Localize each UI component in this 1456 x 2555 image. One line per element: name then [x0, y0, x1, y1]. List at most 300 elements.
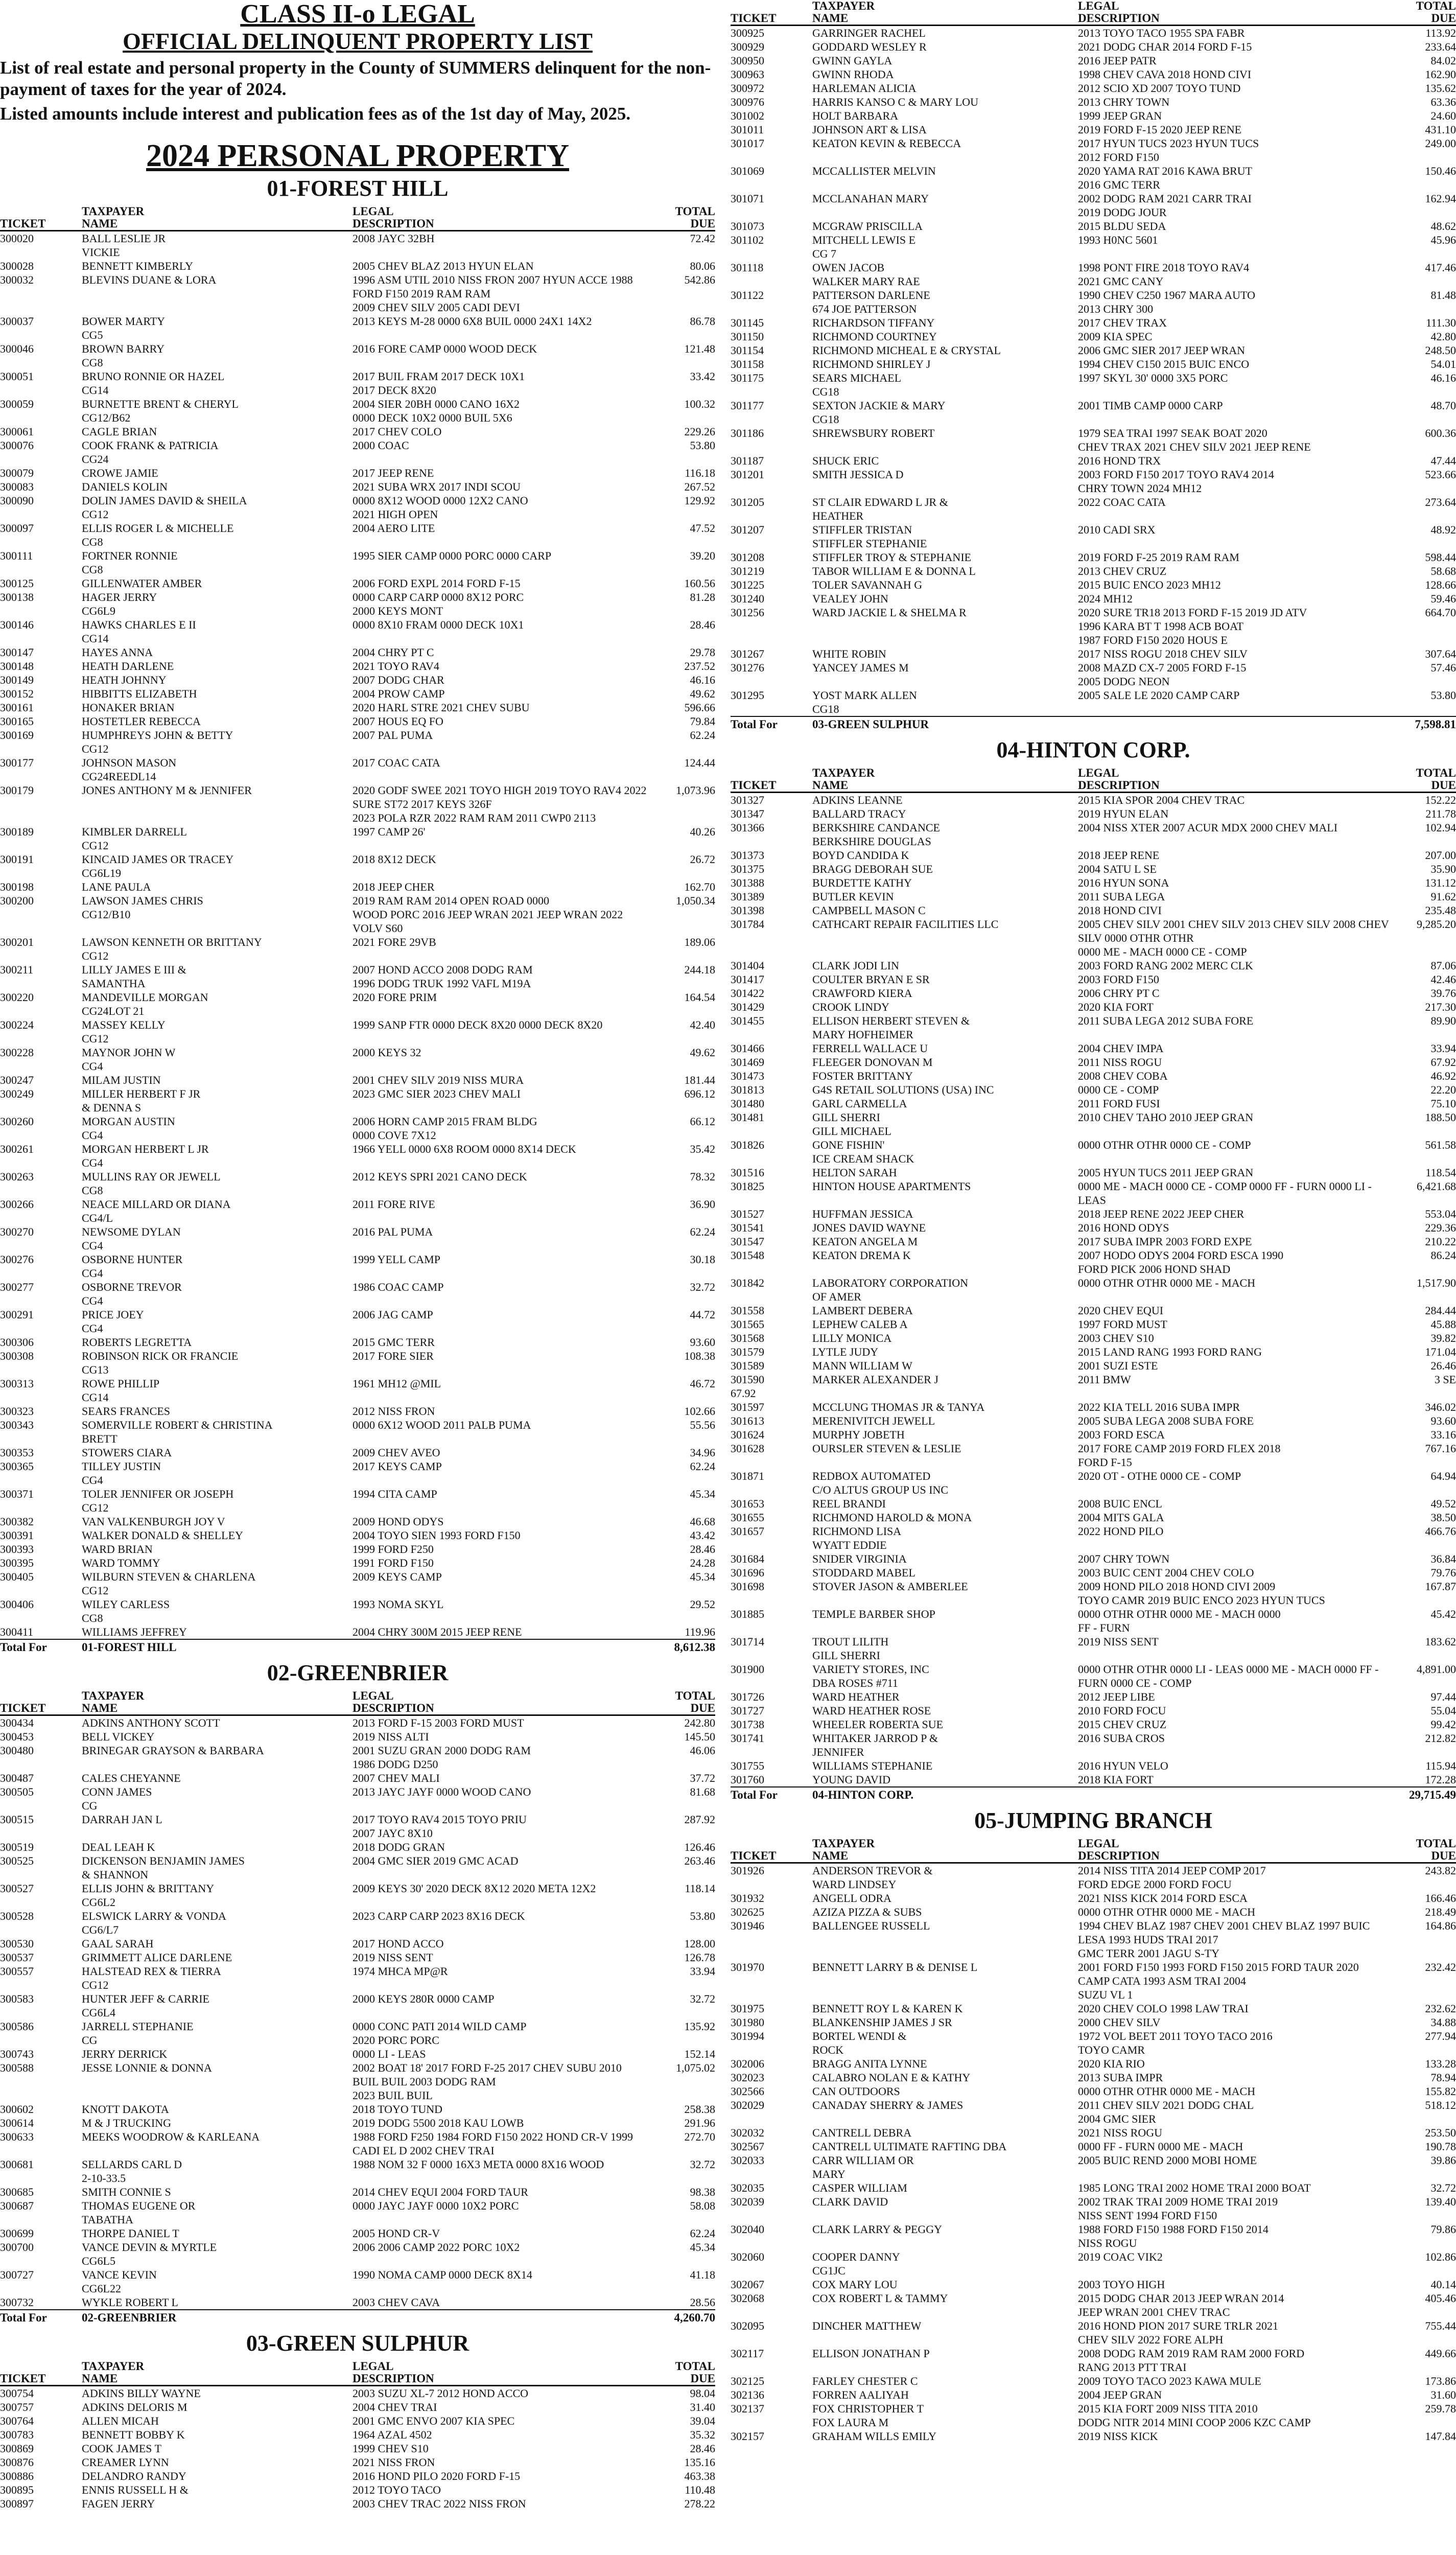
table-row	[0, 2185, 715, 2199]
taxpayer-name: ELLIS JOHN & BRITTANY CG6L2	[82, 1882, 215, 1909]
taxpayer-name: SNIDER VIRGINIA	[812, 1552, 907, 1565]
taxpayer-name: DINCHER MATTHEW	[812, 2319, 922, 2332]
total-due: 664.70	[1425, 606, 1456, 619]
total-amount: 7,598.81	[1415, 718, 1456, 731]
year-heading: 2024 PERSONAL PROPERTY	[146, 138, 569, 173]
ticket-number: 301738	[731, 1718, 764, 1731]
table-row	[0, 756, 715, 783]
taxpayer-name: CALES CHEYANNE	[82, 1772, 181, 1784]
legal-description: 1961 MH12 @MIL	[353, 1377, 441, 1390]
ticket-number: 301398	[731, 904, 764, 917]
total-for-label: Total For	[0, 2311, 47, 2324]
total-due: 89.90	[1430, 1014, 1456, 1027]
ticket-number: 301473	[731, 1070, 764, 1082]
ticket-number: 301069	[731, 165, 764, 177]
taxpayer-name: SMITH JESSICA D	[812, 468, 904, 481]
legal-description: 0000 6X12 WOOD 2011 PALB PUMA	[353, 1419, 531, 1431]
ticket-number: 301422	[731, 987, 764, 1000]
ticket-number: 300263	[0, 1170, 34, 1183]
legal-description: 2001 SUZI ESTE	[1078, 1359, 1158, 1372]
taxpayer-name: CROOK LINDY	[812, 1001, 889, 1013]
taxpayer-name: LYTLE JUDY	[812, 1345, 879, 1358]
legal-description: 2011 FORE RIVE	[353, 1198, 435, 1211]
ticket-number: 302125	[731, 2375, 764, 2387]
taxpayer-name: GILLENWATER AMBER	[82, 577, 202, 590]
total-header	[649, 205, 715, 230]
total-label-top: TOTAL	[675, 1689, 715, 1702]
taxpayer-name: GWINN RHODA	[812, 68, 894, 81]
legal-description: 2018 HOND CIVI	[1078, 904, 1162, 917]
total-due: 128.00	[684, 1937, 715, 1950]
legal-description: 2003 FORD F150	[1078, 973, 1159, 986]
ticket-number: 301727	[731, 1704, 764, 1717]
total-header	[1390, 767, 1456, 792]
ticket-number: 300972	[731, 82, 764, 95]
taxpayer-name: BLEVINS DUANE & LORA	[82, 273, 217, 286]
table-row	[731, 1179, 1456, 1207]
taxpayer-name: LAWSON JAMES CHRIS CG12/B10	[82, 894, 203, 921]
total-due: 135.16	[684, 2456, 715, 2469]
legal-description: 2016 HYUN SONA	[1078, 876, 1169, 889]
total-due: 145.50	[684, 1730, 715, 1743]
taxpayer-name: HIBBITTS ELIZABETH	[82, 687, 197, 700]
total-due: 110.48	[685, 2483, 715, 2496]
ticket-number: 301295	[731, 689, 764, 702]
header-blank	[0, 2360, 82, 2373]
total-due: 346.02	[1425, 1401, 1456, 1413]
ticket-number: 301548	[731, 1249, 764, 1262]
table-row	[0, 438, 715, 466]
total-due: 273.64	[1425, 496, 1456, 508]
legal-description: 1999 JEEP GRAN	[1078, 109, 1162, 122]
legal-description: 2000 KEYS 32	[353, 1046, 421, 1059]
total-due: 124.44	[684, 756, 715, 769]
legal-description: 2015 LAND RANG 1993 FORD RANG	[1078, 1345, 1262, 1358]
total-due: 29.52	[690, 1598, 715, 1611]
ticket-number: 300020	[0, 232, 34, 245]
taxpayer-name: SHREWSBURY ROBERT	[812, 427, 935, 439]
table-row	[731, 1442, 1456, 1469]
legal-description: 2012 NISS FRON	[353, 1405, 435, 1418]
taxpayer-name: JOHNSON MASON CG24REEDL14	[82, 756, 177, 783]
taxpayer-name: THOMAS EUGENE OR TABATHA	[82, 2199, 196, 2226]
total-due: 115.94	[1425, 1759, 1456, 1772]
legal-description: 2006 JAG CAMP	[353, 1308, 433, 1321]
legal-description: 2015 BUIC ENCO 2023 MH12	[1078, 578, 1221, 591]
total-due: 258.38	[684, 2103, 715, 2116]
ticket-number: 301011	[731, 123, 764, 136]
ticket-number: 302625	[731, 1906, 764, 1918]
ticket-number: 300046	[0, 342, 34, 355]
total-due: 67.92	[1430, 1056, 1456, 1069]
legal-description: 2020 YAMA RAT 2016 KAWA BRUT 2016 GMC TERR	[1078, 165, 1253, 191]
ticket-label: TICKET	[0, 2372, 46, 2385]
taxpayer-name: HINTON HOUSE APARTMENTS	[812, 1180, 971, 1193]
table-row	[0, 1882, 715, 1909]
total-due: 44.72	[690, 1308, 715, 1321]
table-row	[0, 494, 715, 521]
ticket-number: 300059	[0, 398, 34, 410]
legal-description: 2013 KEYS M-28 0000 6X8 BUIL 0000 24X1 14X2	[353, 315, 592, 328]
total-due: 42.46	[1430, 973, 1456, 986]
total-due: 181.44	[684, 1074, 715, 1086]
table-row	[0, 687, 715, 701]
total-due: 696.12	[684, 1087, 715, 1100]
taxpayer-name: SEARS FRANCES	[82, 1405, 171, 1418]
total-due: 47.44	[1430, 454, 1456, 467]
table-row	[0, 1771, 715, 1785]
legal-description: 2020 HARL STRE 2021 CHEV SUBU	[353, 701, 530, 714]
table-row	[731, 1055, 1456, 1069]
ticket-number: 301002	[731, 109, 764, 122]
table-row	[0, 2116, 715, 2130]
legal-description: 2017 CHEV TRAX	[1078, 316, 1167, 329]
ticket-number: 300189	[0, 825, 34, 838]
ticket-number: 300886	[0, 2470, 34, 2482]
total-due: 72.42	[690, 232, 715, 245]
total-due: 152.14	[684, 2048, 715, 2060]
total-due: 58.68	[1430, 565, 1456, 577]
taxpayer-name: THORPE DANIEL T	[82, 2227, 179, 2240]
taxpayer-name: SOMERVILLE ROBERT & CHRISTINA BRETT	[82, 1419, 273, 1445]
total-due: 466.76	[1425, 1525, 1456, 1538]
table-row	[0, 673, 715, 687]
total-label-top: TOTAL	[675, 2360, 715, 2373]
total-due: 35.32	[690, 2428, 715, 2441]
legal-description: 2011 CHEV SILV 2021 DODG CHAL 2004 GMC SIER	[1078, 2099, 1254, 2125]
total-due: 75.10	[1430, 1097, 1456, 1110]
taxpayer-name: REEL BRANDI	[812, 1497, 886, 1510]
ticket-number: 301417	[731, 973, 764, 986]
taxpayer-name: BENNETT LARRY B & DENISE L	[812, 1961, 978, 1973]
total-due: 152.22	[1425, 794, 1456, 806]
ticket-number: 301825	[731, 1180, 764, 1193]
legal-label-top: LEGAL	[1078, 0, 1119, 12]
table-row	[0, 1556, 715, 1570]
document-subtitle: OFFICIAL DELINQUENT PROPERTY LIST	[123, 28, 593, 54]
total-due: 80.06	[690, 260, 715, 272]
ticket-label: TICKET	[0, 1702, 46, 1714]
table-row	[0, 1785, 715, 1813]
ticket-number: 302032	[731, 2126, 764, 2139]
table-row	[731, 1919, 1456, 1960]
total-due: 66.12	[690, 1115, 715, 1128]
legal-description: 1988 FORD F150 1988 FORD F150 2014 NISS ROGU	[1078, 2223, 1269, 2249]
table-row	[731, 1400, 1456, 1414]
total-due: 46.72	[690, 1377, 715, 1390]
table-row	[731, 2126, 1456, 2140]
table-row	[731, 123, 1456, 136]
ticket-number: 300249	[0, 1087, 34, 1100]
taxpayer-name: VANCE DEVIN & MYRTLE CG6L5	[82, 2241, 217, 2267]
ticket-number: 301073	[731, 220, 764, 233]
taxpayer-name: GILL SHERRI GILL MICHAEL	[812, 1111, 891, 1137]
ticket-number: 300276	[0, 1253, 34, 1266]
table-row	[0, 1950, 715, 1964]
ticket-number: 301404	[731, 959, 764, 972]
ticket-number: 302040	[731, 2223, 764, 2236]
ticket-number: 301994	[731, 2030, 764, 2042]
total-due: 34.88	[1430, 2016, 1456, 2029]
ticket-number: 301628	[731, 1442, 764, 1455]
taxpayer-name: WARD HEATHER ROSE	[812, 1704, 931, 1717]
table-row	[731, 1635, 1456, 1662]
table-row	[731, 848, 1456, 862]
table-row	[731, 40, 1456, 54]
ticket-number: 300224	[0, 1018, 34, 1031]
taxpayer-name: MAYNOR JOHN W CG4	[82, 1046, 176, 1073]
table-row	[0, 1446, 715, 1459]
legal-description: 2015 BLDU SEDA	[1078, 220, 1166, 233]
ticket-number: 300897	[0, 2497, 34, 2510]
legal-description: 1999 CHEV S10	[353, 2442, 429, 2455]
table-row	[0, 521, 715, 549]
total-due: 34.96	[690, 1446, 715, 1459]
legal-description: 2001 GMC ENVO 2007 KIA SPEC	[353, 2414, 515, 2427]
table-row	[731, 661, 1456, 688]
total-due: 45.34	[690, 1488, 715, 1500]
taxpayer-label-bottom: NAME	[82, 1702, 118, 1714]
table-row	[731, 2388, 1456, 2402]
total-due: 518.12	[1425, 2099, 1456, 2111]
total-for-label: Total For	[731, 718, 778, 731]
legal-description: 2013 FORD F-15 2003 FORD MUST	[353, 1716, 524, 1729]
ticket-number: 301118	[731, 261, 764, 274]
total-due: 26.72	[690, 853, 715, 866]
table-row	[731, 1566, 1456, 1580]
ticket-number: 301205	[731, 496, 764, 508]
legal-description: 2010 FORD FOCU	[1078, 1704, 1166, 1717]
table-row	[0, 963, 715, 990]
taxpayer-name: CLARK JODI LIN	[812, 959, 899, 972]
column-header	[0, 2360, 715, 2386]
total-due: 102.94	[1425, 821, 1456, 834]
total-due: 36.84	[1430, 1552, 1456, 1565]
legal-description: 2021 NISS ROGU	[1078, 2126, 1163, 2139]
total-due: 162.94	[1425, 192, 1456, 205]
taxpayer-name: HAWKS CHARLES E II CG14	[82, 618, 196, 645]
total-due: 259.78	[1425, 2402, 1456, 2415]
ticket-number: 301932	[731, 1892, 764, 1904]
taxpayer-header	[82, 2360, 353, 2385]
legal-description: 2004 CHRY PT C	[353, 646, 434, 659]
ticket-number: 301177	[731, 399, 764, 412]
taxpayer-name: CATHCART REPAIR FACILITIES LLC	[812, 918, 999, 931]
legal-description: 2021 NISS FRON	[353, 2456, 435, 2469]
total-due: 167.87	[1425, 1580, 1456, 1593]
ticket-number: 301267	[731, 647, 764, 660]
table-row	[731, 1221, 1456, 1235]
table-row	[731, 219, 1456, 233]
table-row	[0, 1528, 715, 1542]
total-due: 45.88	[1430, 1318, 1456, 1331]
ticket-number: 300037	[0, 315, 34, 328]
ticket-number: 300757	[0, 2401, 34, 2413]
ticket-number: 302566	[731, 2085, 764, 2098]
taxpayer-name: DICKENSON BENJAMIN JAMES & SHANNON	[82, 1854, 245, 1881]
table-row	[0, 2295, 715, 2309]
table-row	[731, 1717, 1456, 1731]
table-row	[0, 1114, 715, 1142]
total-due: 28.46	[690, 618, 715, 631]
legal-description: 2018 KIA FORT	[1078, 1773, 1154, 1786]
ticket-number: 300602	[0, 2103, 34, 2116]
legal-description: 2011 NISS ROGU	[1078, 1056, 1162, 1069]
legal-description: 2021 TOYO RAV4	[353, 660, 439, 672]
ticket-number: 300090	[0, 494, 34, 507]
ticket-number: 302006	[731, 2057, 764, 2070]
total-due: 232.42	[1425, 1961, 1456, 1973]
total-due: 24.60	[1430, 109, 1456, 122]
total-due: 93.60	[690, 1336, 715, 1349]
legal-description: 2013 SUBA IMPR	[1078, 2071, 1163, 2084]
total-due: 45.42	[1430, 1608, 1456, 1620]
ticket-number: 301366	[731, 821, 764, 834]
taxpayer-name: LABORATORY CORPORATION OF AMER	[812, 1276, 968, 1303]
total-due: 233.64	[1425, 40, 1456, 53]
taxpayer-label-top: TAXPAYER	[82, 1689, 145, 1702]
legal-description: 2021 DODG CHAR 2014 FORD F-15	[1078, 40, 1252, 53]
taxpayer-name: BOWER MARTY CG5	[82, 315, 166, 341]
total-due: 22.20	[1430, 1083, 1456, 1096]
table-row	[731, 606, 1456, 647]
legal-label-top: LEGAL	[353, 1689, 394, 1702]
total-due: 1,073.96	[676, 784, 715, 797]
ticket-number: 301145	[731, 316, 764, 329]
total-due: 35.90	[1430, 863, 1456, 875]
taxpayer-name: FERRELL WALLACE U	[812, 1042, 928, 1055]
taxpayer-label-top: TAXPAYER	[82, 2360, 145, 2373]
total-due: 40.14	[1430, 2278, 1456, 2291]
taxpayer-name: KEATON KEVIN & REBECCA	[812, 137, 961, 150]
taxpayer-name: MCCLANAHAN MARY	[812, 192, 929, 205]
total-header	[649, 2360, 715, 2385]
legal-description: 2017 COAC CATA	[353, 756, 440, 769]
legal-description: 2009 HOND ODYS	[353, 1515, 444, 1528]
legal-description: 2016 JEEP PATR	[1078, 54, 1157, 67]
table-row	[731, 1524, 1456, 1552]
taxpayer-name: STOWERS CIARA	[82, 1446, 172, 1459]
table-row	[731, 2153, 1456, 2181]
table-row	[731, 2181, 1456, 2195]
table-row	[0, 2469, 715, 2483]
ticket-number: 300365	[0, 1460, 34, 1473]
table-row	[731, 468, 1456, 495]
ticket-header	[731, 0, 812, 25]
taxpayer-name: WARD BRIAN	[82, 1543, 153, 1555]
table-row	[731, 54, 1456, 67]
table-row	[0, 1813, 715, 1840]
taxpayer-name: HARRIS KANSO C & MARY LOU	[812, 96, 978, 108]
ticket-number: 300306	[0, 1336, 34, 1349]
table-row	[0, 1073, 715, 1087]
total-due: 81.28	[690, 591, 715, 603]
ticket-number: 300138	[0, 591, 34, 603]
legal-description: 2005 BUIC REND 2000 MOBI HOME	[1078, 2154, 1257, 2167]
taxpayer-name: BRAGG ANITA LYNNE	[812, 2057, 927, 2070]
legal-description: 1993 H0NC 5601	[1078, 234, 1158, 246]
total-due: 232.62	[1425, 2002, 1456, 2015]
ticket-number: 301276	[731, 661, 764, 674]
taxpayer-name: YANCEY JAMES M	[812, 661, 909, 674]
taxpayer-name: HUMPHREYS JOHN & BETTY CG12	[82, 729, 233, 755]
legal-description: 2009 HOND PILO 2018 HOND CIVI 2009 TOYO CAMR 2019 BUIC ENCO 2023 HYUN TUCS	[1078, 1580, 1325, 1607]
total-due: 53.80	[1430, 689, 1456, 702]
table-row	[731, 1607, 1456, 1635]
taxpayer-name: COOPER DANNY CG1JC	[812, 2250, 900, 2277]
taxpayer-name: OURSLER STEVEN & LESLIE	[812, 1442, 961, 1455]
table-row	[731, 2319, 1456, 2347]
legal-description: 1993 NOMA SKYL	[353, 1598, 444, 1611]
ticket-number: 300685	[0, 2186, 34, 2198]
total-header	[649, 1690, 715, 1714]
ticket-number: 300032	[0, 273, 34, 286]
taxpayer-label-top: TAXPAYER	[82, 205, 145, 218]
ticket-number: 302060	[731, 2250, 764, 2263]
total-due: 53.80	[690, 1910, 715, 1922]
total-for-label: Total For	[0, 1641, 47, 1654]
taxpayer-name: LILLY MONICA	[812, 1332, 892, 1344]
ticket-number: 301389	[731, 890, 764, 903]
table-row	[731, 1138, 1456, 1166]
table-row	[0, 1404, 715, 1418]
legal-description: 2005 SALE LE 2020 CAMP CARP	[1078, 689, 1240, 702]
ticket-number: 302137	[731, 2402, 764, 2415]
table-row	[731, 2057, 1456, 2071]
table-row	[731, 495, 1456, 523]
table-row	[731, 2002, 1456, 2015]
taxpayer-label-bottom: NAME	[812, 779, 849, 792]
ticket-number: 300391	[0, 1529, 34, 1542]
legal-description: 2020 OT - OTHE 0000 CE - COMP	[1078, 1470, 1241, 1482]
ticket-number: 300228	[0, 1046, 34, 1059]
ticket-number: 301071	[731, 192, 764, 205]
legal-description: 2021 SUBA WRX 2017 INDI SCOU	[353, 480, 521, 493]
legal-description: 2019 FORD F-25 2019 RAM RAM	[1078, 551, 1239, 564]
total-due: 58.08	[690, 2199, 715, 2212]
ticket-number: 300079	[0, 467, 34, 479]
legal-description: 1986 COAC CAMP	[353, 1281, 444, 1293]
ticket-number: 301813	[731, 1083, 764, 1096]
ticket-number: 300083	[0, 480, 34, 493]
legal-description: 1997 SKYL 30' 0000 3X5 PORC	[1078, 371, 1228, 384]
ticket-number: 300963	[731, 68, 764, 81]
total-due: 81.68	[690, 1785, 715, 1798]
taxpayer-name: SEXTON JACKIE & MARY CG18	[812, 399, 946, 426]
legal-description: 1999 YELL CAMP	[353, 1253, 440, 1266]
legal-description: 2020 FORE PRIM	[353, 991, 437, 1004]
legal-description: 0000 LI - LEAS	[353, 2048, 426, 2060]
taxpayer-name: SELLARDS CARL D 2-10-33.5	[82, 2158, 182, 2185]
table-row	[731, 1000, 1456, 1014]
ticket-number: 300146	[0, 618, 34, 631]
total-due: 45.34	[690, 2241, 715, 2254]
legal-description: 0000 OTHR OTHR 0000 ME - MACH	[1078, 1906, 1256, 1918]
taxpayer-name: YOUNG DAVID	[812, 1773, 890, 1786]
table-row	[731, 1207, 1456, 1221]
total-due: 31.40	[690, 2401, 715, 2413]
legal-description: 2006 FORD EXPL 2014 FORD F-15	[353, 577, 521, 590]
ticket-number: 300277	[0, 1281, 34, 1293]
total-due: 102.86	[1425, 2250, 1456, 2263]
legal-description: 2005 HYUN TUCS 2011 JEEP GRAN	[1078, 1166, 1254, 1179]
total-due: 267.52	[684, 480, 715, 493]
legal-description: 2000 COAC	[353, 439, 409, 452]
total-header	[1390, 1838, 1456, 1862]
total-due: 189.06	[684, 936, 715, 948]
section-total	[0, 2309, 715, 2326]
taxpayer-name: BORTEL WENDI & ROCK	[812, 2030, 907, 2056]
